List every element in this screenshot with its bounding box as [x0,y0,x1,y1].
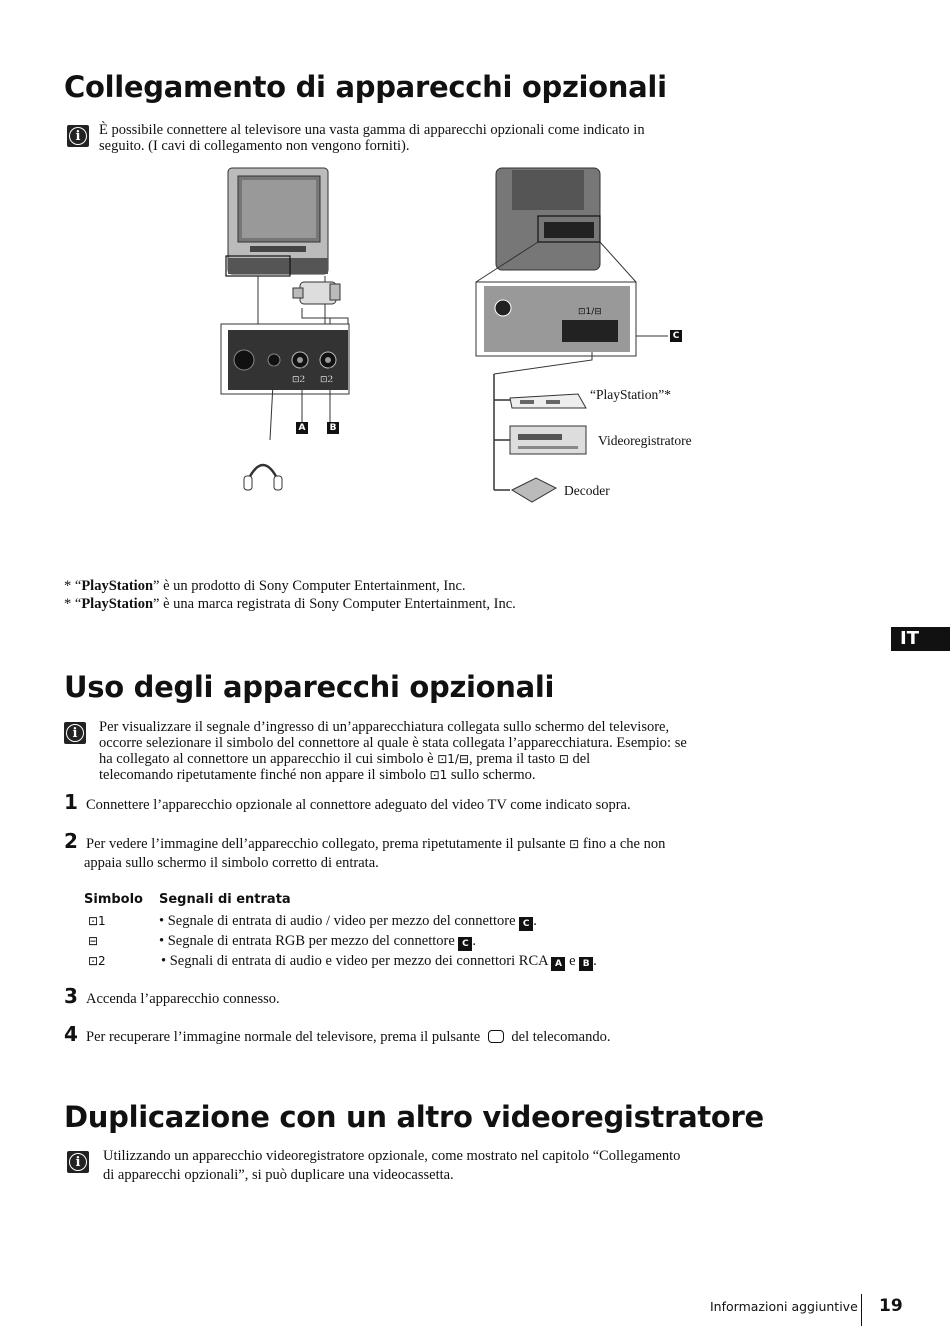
intro-text [99,122,645,154]
footnote: * “PlayStation” è una marca registrata di Sony Computer Entertainment, Inc. [64,596,516,612]
jack-label: ⊡2 [320,375,334,385]
device-label-vcr: Videoregistratore [598,433,692,448]
section-title: Uso degli apparecchi opzionali [64,670,555,704]
rgb-symbol-icon: ⊟ [88,934,99,948]
language-tab: IT [891,627,950,651]
step-text: Accenda l’apparecchio connesso. [86,991,280,1007]
step-text: Per vedere l’immagine dell’apparecchio collegato, prema ripetutamente il pulsante ⊡ fino a che non [86,836,666,852]
tv-button-icon [488,1030,504,1043]
table-row: • Segnale di entrata RGB per mezzo del connettore C . [159,933,477,949]
jack-label: ⊡2 [292,375,306,385]
info-icon: i [67,1151,89,1173]
intro-line: seguito. (I cavi di collegamento non vengono forniti). [99,138,410,154]
av1-symbol-icon: ⊡1 [429,768,448,782]
step-text: appaia sullo schermo il simbolo corretto di entrata. [84,855,379,871]
info-icon: i [67,125,89,147]
section-title: Duplicazione con un altro videoregistratore [64,1100,764,1134]
connector-badge: A [551,957,565,971]
table-header-symbol: Simbolo [84,892,143,907]
footer-section-name: Informazioni aggiuntive [710,1299,858,1314]
step-number: 2 [64,829,78,853]
tv-front-illustration [226,168,328,276]
step-number: 4 [64,1022,78,1046]
page-number: 19 [879,1296,903,1316]
tv-back-illustration [496,168,600,270]
step-number: 1 [64,790,78,814]
scart-symbol-icon: ⊡1/⊟ [437,752,470,766]
headphones-illustration [244,465,282,490]
duplication-text: Utilizzando un apparecchio videoregistratore opzionale, come mostrato nel capitolo “Collegamento di apparecchi opzionali”, si può duplicare una videocassetta. [103,1148,681,1183]
connector-badge: C [458,937,472,951]
vcr-illustration [510,426,586,454]
device-label-decoder: Decoder [564,483,610,498]
step-number: 3 [64,984,78,1008]
device-label-playstation: “PlayStation”* [590,387,671,402]
table-row [88,913,106,930]
connector-label-b: B [327,422,339,434]
footer-divider [861,1294,862,1326]
table-row [88,933,98,950]
intro-line: È possibile connettere al televisore una vasta gamma di apparecchi opzionali come indicato in [99,122,645,138]
av2-symbol-icon: ⊡2 [88,954,106,968]
av1-symbol-icon: ⊡1 [88,914,106,928]
connector-label-c: C [670,330,682,342]
connector-label-a: A [296,422,308,434]
section-title: Collegamento di apparecchi opzionali [64,70,667,104]
table-row: • Segnali di entrata di audio e video per mezzo dei connettori RCA A e B . [161,953,597,969]
scart-label: ⊡1/⊟ [578,307,602,317]
camcorder-illustration [293,282,340,304]
footnotes [64,577,516,613]
usage-intro: Per visualizzare il segnale d’ingresso di un’apparecchiatura collegata sullo schermo del televisore, occorre selezionare il simbolo del connettore al quale è stata collegata l’apparecchiatura. Esempio: se ha collegato al connettore un apparecchio il cui simbolo è ⊡1/⊟, prema il tasto ⊡ del telecomando ripetutamente finché non appare il simbolo ⊡1 sullo schermo. [99,719,687,783]
connector-badge: B [579,957,593,971]
table-header-signals: Segnali di entrata [159,892,291,907]
step-text: Per recuperare l’immagine normale del televisore, prema il pulsante del telecomando. [86,1029,611,1045]
step-text: Connettere l’apparecchio opzionale al connettore adeguato del video TV come indicato sopra. [86,797,631,813]
table-row: • Segnale di entrata di audio / video per mezzo del connettore C . [159,913,537,929]
info-icon: i [64,722,86,744]
input-key-icon: ⊡ [569,837,580,851]
footnote: * “PlayStation” è un prodotto di Sony Computer Entertainment, Inc. [64,578,466,594]
decoder-illustration [512,478,556,502]
input-key-icon: ⊡ [558,752,569,766]
connector-badge: C [519,917,533,931]
table-row [88,953,106,970]
scart-panel [476,282,636,356]
playstation-illustration [510,394,586,408]
